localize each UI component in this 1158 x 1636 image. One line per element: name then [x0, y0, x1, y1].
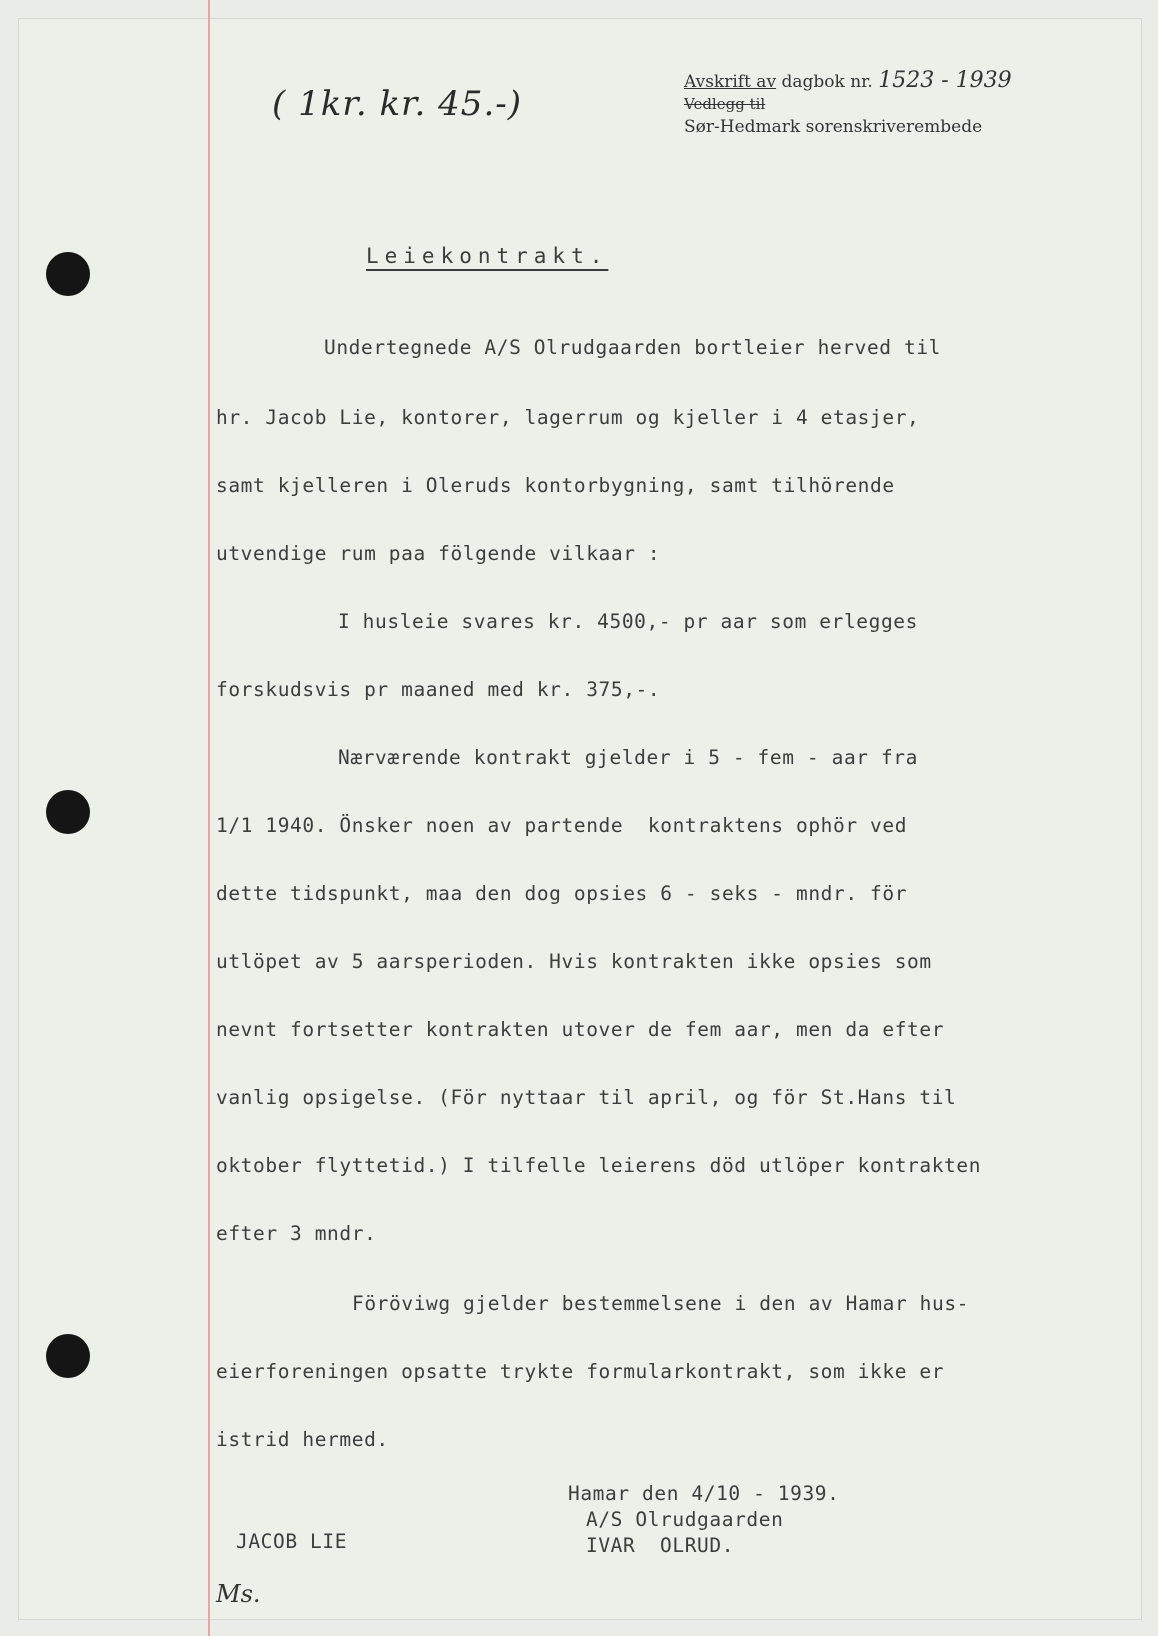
stamp-prefix: Avskrift av	[684, 72, 777, 92]
body-line: Undertegnede A/S Olrudgaarden bortleier herved til	[324, 336, 941, 359]
landlord-signature: IVAR OLRUD.	[586, 1534, 735, 1557]
body-line: oktober flyttetid.) I tilfelle leierens död utlöper kontrakten	[216, 1154, 982, 1177]
handwritten-initials: Ms.	[216, 1580, 261, 1608]
body-line: efter 3 mndr.	[216, 1222, 377, 1245]
tenant-signature: JACOB LIE	[236, 1530, 348, 1553]
stamp-journal-number: 1523 - 1939	[878, 68, 1012, 93]
body-line: nevnt fortsetter kontrakten utover de fem aar, men da efter	[216, 1018, 945, 1041]
place-date: Hamar den 4/10 - 1939.	[568, 1482, 840, 1505]
stamp-dagbok-label: dagbok nr.	[781, 72, 873, 92]
body-line: dette tidspunkt, maa den dog opsies 6 - seks - mndr. för	[216, 882, 908, 905]
body-line: istrid hermed.	[216, 1428, 389, 1451]
punch-hole	[46, 1334, 90, 1378]
punch-hole	[46, 790, 90, 834]
stamp-struck-text: Vedlegg til	[684, 95, 766, 113]
body-line: utvendige rum paa fölgende vilkaar :	[216, 542, 661, 565]
body-line: forskudsvis pr maaned med kr. 375,-.	[216, 678, 661, 701]
body-line: vanlig opsigelse. (För nyttaar til april, og för St.Hans til	[216, 1086, 957, 1109]
body-line: Nærværende kontrakt gjelder i 5 - fem - aar fra	[338, 746, 918, 769]
margin-rule	[208, 0, 210, 1636]
document-title: Leiekontrakt.	[366, 244, 609, 268]
body-line: I husleie svares kr. 4500,- pr aar som erlegges	[338, 610, 918, 633]
body-line: Föröviwg gjelder bestemmelsene i den av Hamar hus-	[352, 1292, 969, 1315]
body-line: 1/1 1940. Önsker noen av partende kontraktens ophör ved	[216, 814, 908, 837]
stamp-office: Sør-Hedmark sorenskriverembede	[684, 117, 983, 137]
body-line: samt kjelleren i Oleruds kontorbygning, samt tilhörende	[216, 474, 895, 497]
registry-stamp	[684, 68, 1012, 137]
body-line: utlöpet av 5 aarsperioden. Hvis kontrakten ikke opsies som	[216, 950, 932, 973]
punch-hole	[46, 252, 90, 296]
handwritten-fee-note: ( 1kr. kr. 45.-)	[272, 84, 522, 124]
landlord-company: A/S Olrudgaarden	[586, 1508, 784, 1531]
body-line: hr. Jacob Lie, kontorer, lagerrum og kjeller i 4 etasjer,	[216, 406, 920, 429]
body-line: eierforeningen opsatte trykte formularkontrakt, som ikke er	[216, 1360, 945, 1383]
